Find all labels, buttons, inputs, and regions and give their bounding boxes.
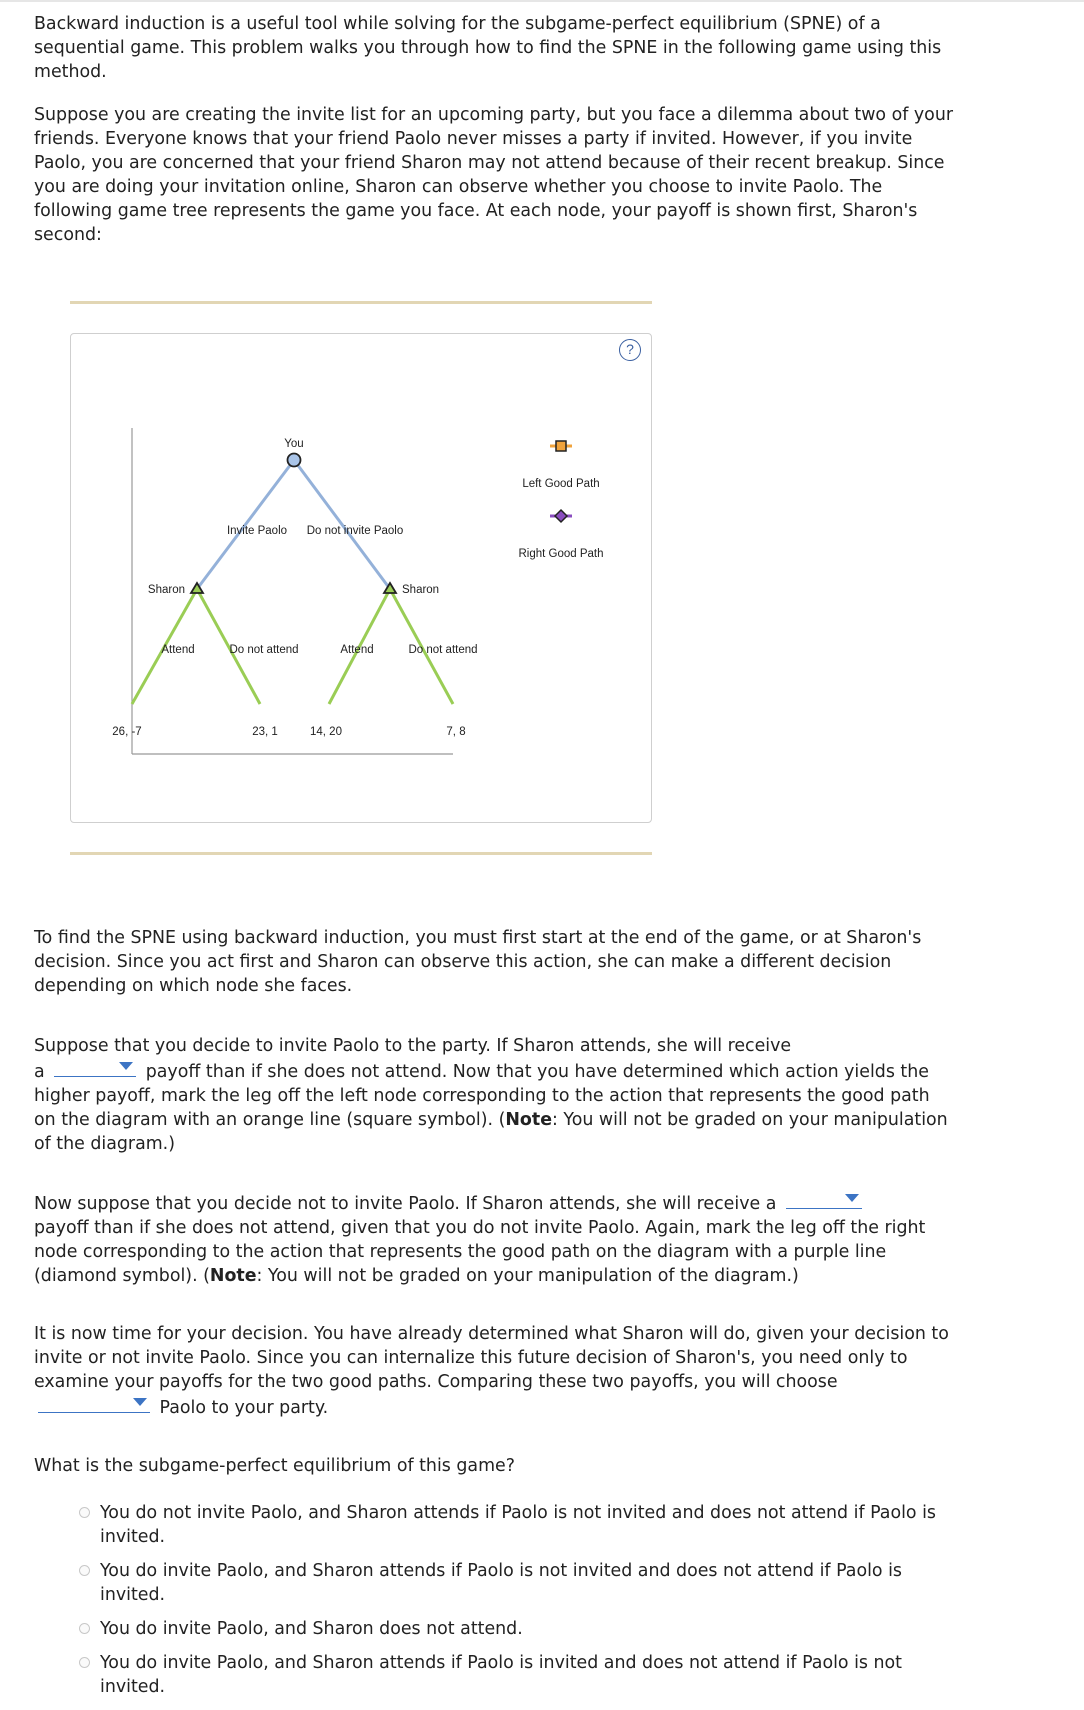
action-right-attend-label: Attend (340, 644, 374, 656)
root-node-label: You (284, 438, 304, 450)
no-invite-payoff-dropdown[interactable] (786, 1190, 862, 1209)
action-left-attend-label: Attend (161, 644, 195, 656)
action-do-not-invite-label: Do not invite Paolo (306, 525, 404, 537)
intro-paragraph-1: Backward induction is a useful tool while solving for the subgame-perfect equilibrium (SPNE) of a sequential game. This problem walks you through how to find the SPNE in the following game using this method. (34, 14, 942, 82)
intro-paragraph-2: Suppose you are creating the invite list for an upcoming party, but you face a dilemma about two of your friends. Everyone knows that your friend Paolo never misses a party if invited. However, if you invite Paolo, you are concerned that your friend Sharon may not attend because of their recent breakup. Since you are doing your invitation online, Sharon can observe whether you choose to invite Paolo. The following game tree represents the game you face. At each node, your payoff is shown first, Sharon's second: (34, 105, 953, 245)
graph-bottom-rule (70, 852, 652, 855)
legend-right-good-path-label: Right Good Path (518, 548, 604, 560)
radio-button[interactable] (79, 1565, 90, 1576)
action-invite-paolo-label: Invite Paolo (226, 525, 288, 537)
radio-button[interactable] (79, 1507, 90, 1518)
answer-option-1[interactable]: You do not invite Paolo, and Sharon attends if Paolo is not invited and does not attend if Paolo is invited. (80, 1501, 940, 1549)
payoff-no-invite-do-not-attend: 7, 8 (446, 726, 466, 738)
chevron-down-icon (845, 1194, 859, 1202)
question-invite-paragraph: Suppose that you decide to invite Paolo to the party. If Sharon attends, she will receive a payoff than if she does not attend. Now that you have determined which action yields the higher payoff, mark the leg off the left node corresponding to the action that represents the good path on the diagram with an orange line (square symbol). (Note: You will not be graded on your manipulation of the diagram.) (34, 1036, 948, 1154)
spne-intro-paragraph: To find the SPNE using backward induction, you must first start at the end of the game, or at Sharon's decision. Since you act first and Sharon can observe this action, she can make a different decision depending on which node she faces. (34, 928, 922, 996)
your-decision-paragraph: It is now time for your decision. You have already determined what Sharon will do, given your decision to invite or not invite Paolo. Since you can internalize this future decision of Sharon's, you need only to examine your payoffs for the two good paths. Comparing these two payoffs, you will choose Paolo to your party. (34, 1324, 949, 1418)
legend-diamond-icon[interactable] (555, 510, 567, 522)
spne-question: What is the subgame-perfect equilibrium of this game? (34, 1456, 515, 1476)
graph-top-rule (70, 301, 652, 304)
legend-left-good-path-label: Left Good Path (522, 478, 600, 490)
payoff-invite-do-not-attend: 23, 1 (252, 726, 278, 738)
answer-option-3[interactable]: You do invite Paolo, and Sharon does not attend. (80, 1617, 940, 1641)
payoff-no-invite-attend: 14, 20 (310, 726, 342, 738)
help-icon[interactable]: ? (619, 339, 641, 361)
game-tree-panel[interactable] (70, 333, 652, 823)
payoff-invite-attend: 26, -7 (112, 726, 142, 738)
game-tree-diagram[interactable] (71, 334, 651, 822)
chevron-down-icon (133, 1398, 147, 1406)
action-right-do-not-attend-label: Do not attend (408, 644, 478, 656)
legend-square-icon[interactable] (556, 441, 566, 451)
sharon-left-node-label: Sharon (147, 584, 185, 596)
action-left-do-not-attend-label: Do not attend (229, 644, 299, 656)
chevron-down-icon (119, 1062, 133, 1070)
invite-payoff-dropdown[interactable] (54, 1058, 136, 1077)
root-node-icon[interactable] (288, 454, 301, 467)
answer-option-2[interactable]: You do invite Paolo, and Sharon attends if Paolo is not invited and does not attend if Paolo is invited. (80, 1559, 940, 1607)
answer-option-4[interactable]: You do invite Paolo, and Sharon attends if Paolo is invited and does not attend if Paolo is not invited. (80, 1651, 940, 1699)
radio-button[interactable] (79, 1623, 90, 1634)
sharon-right-node-label: Sharon (402, 584, 440, 596)
radio-button[interactable] (79, 1657, 90, 1668)
top-divider (0, 0, 1084, 2)
invite-decision-dropdown[interactable] (38, 1394, 150, 1413)
question-no-invite-paragraph: Now suppose that you decide not to invite Paolo. If Sharon attends, she will receive a payoff than if she does not attend, given that you do not invite Paolo. Again, mark the leg off the right node corresponding to the action that represents the good path on the diagram with a purple line (diamond symbol). (Note: You will not be graded on your manipulation of the diagram.) (34, 1190, 954, 1288)
